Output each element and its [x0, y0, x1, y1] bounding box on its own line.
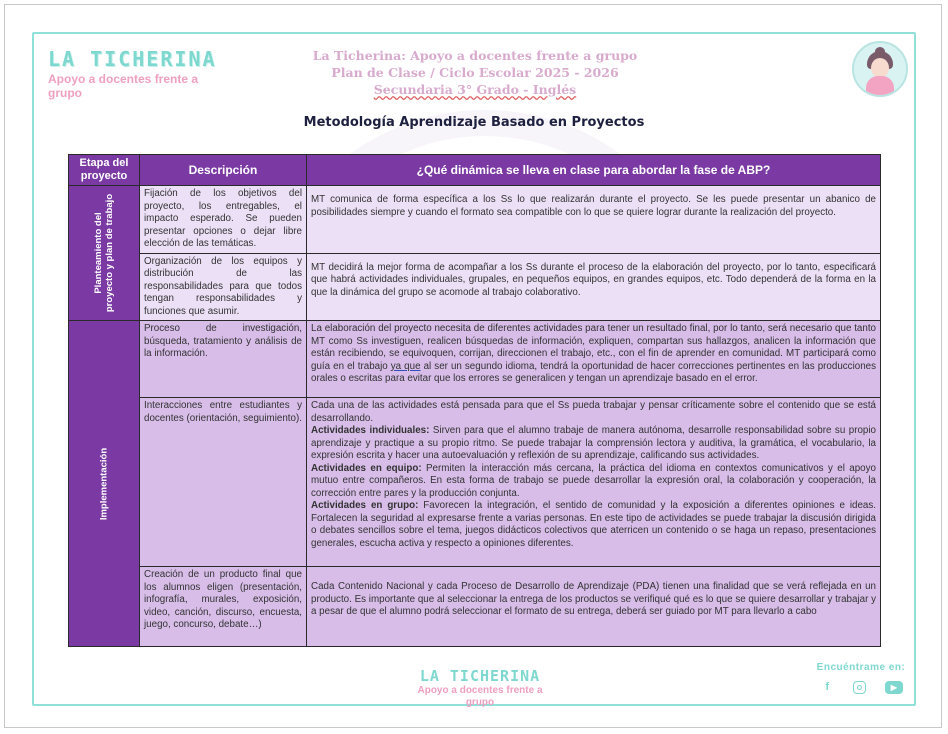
table-row — [69, 398, 881, 567]
description-cell: Organización de los equipos y distribución de las responsabilidades para que todos tengan responsabilidades y funciones que asumir. — [140, 253, 307, 321]
dynamics-cell: MT comunica de forma específica a los Ss lo que realizarán durante el proyecto. Se les puede presentar un abanico de posibilidades siempre y cuando el formato sea compatible con lo que se quiere lograr durante la realización del proyecto. — [307, 186, 881, 254]
dynamics-text: La elaboración del proyecto necesita de diferentes actividades para tener un resultado final, por lo tanto, será necesario que tanto MT como Ss investiguen, realicen búsquedas de información, expliquen, compartan sus hallazgos, analicen la información que están recibiendo, se equivoquen, corrijan, direccionen el trabajo, etc., con el fin de aprender en comunidad. MT participará como guía en el trabajo — [311, 323, 876, 372]
activity-text: Permiten la interacción más cercana, la práctica del idioma en contextos comunicativos y el apoyo mutuo entre compañeros. En esta forma de trabajo se puede desarrollar la expresión oral, la colaboración y cooperación, la corrección entre pares y la producción conjunta. — [311, 462, 876, 499]
activity-label: Actividades individuales: — [311, 425, 430, 436]
stage-label: Implementación — [98, 447, 110, 520]
header-info — [260, 47, 690, 98]
table-header-row — [69, 155, 881, 186]
header-line-2: Plan de Clase / Ciclo Escolar 2025 - 2026 — [331, 65, 619, 80]
header-line-3: Secundaria 3° Grado - Inglés — [373, 82, 577, 97]
activity-label: Actividades en equipo: — [311, 462, 422, 474]
header-line-1: La Ticherina: Apoyo a docentes frente a grupo — [312, 48, 638, 63]
social-links — [810, 662, 912, 695]
brand-logo — [48, 47, 223, 100]
dynamics-underlined: ya que — [390, 360, 421, 372]
document-title: Metodología Aprendizaje Basado en Proyectos — [303, 115, 645, 130]
stage-label: Planteamiento del proyecto y plan de trabajo — [93, 193, 115, 313]
description-cell: Proceso de investigación, búsqueda, tratamiento y análisis de la información. — [140, 321, 307, 398]
header-stage: Etapa del proyecto — [69, 155, 140, 186]
dynamics-text: al ser un segundo idioma, tendrá la oportunidad de hacer correcciones pertinentes en las producciones orales o escritas para evitar que los errores se generalicen y tengan un aprendizaje basado en el error. — [311, 360, 876, 384]
dynamics-cell: MT decidirá la mejor forma de acompañar a los Ss durante el proceso de la elaboración del proyecto, por lo tanto, especificará que habrá actividades individuales, grupales, en pequeños equipos, en grandes equipos, etc. Todo dependerá de la forma en la que la dinámica del grupo se acomode al trabajo colaborativo. — [307, 253, 881, 321]
brand-tagline: Apoyo a docentes frente a grupo — [48, 72, 199, 100]
description-cell: Creación de un producto final que los alumnos eligen (presentación, infografía, murales, exposición, video, canción, discurso, encuesta, juego, concurso, debate…) — [140, 567, 307, 647]
dynamics-cell — [307, 398, 881, 567]
footer-logo — [410, 667, 550, 709]
header-dynamics: ¿Qué dinámica se lleva en clase para abordar la fase de ABP? — [307, 155, 881, 186]
table-row — [69, 186, 881, 254]
activity-individual — [311, 425, 876, 463]
activity-team — [311, 463, 876, 501]
social-label: Encuéntrame en: — [816, 662, 906, 673]
instagram-icon[interactable] — [853, 681, 866, 694]
footer-brand-tagline: Apoyo a docentes frente a grupo — [417, 685, 543, 708]
brand-name: LA TICHERINA — [48, 47, 217, 71]
activity-text: Sirven para que el alumno trabaje de manera autónoma, desarrolle responsabilidad sobre su propio aprendizaje y practique a su propio ritmo. Se puede trabajar la comprensión lectora y auditiva, la gramática, el vocabulario, la expresión escrita y hacer una autoevaluación y reflexión de su aprendizaje, calificando sus actividades. — [311, 425, 876, 461]
youtube-icon[interactable]: ▶ — [885, 681, 903, 694]
dynamics-intro: Cada una de las actividades está pensada para que el Ss pueda trabajar y pensar críticamente sobre el contenido que se está desarrollando. — [311, 400, 876, 424]
footer-brand-name: LA TICHERINA — [419, 667, 541, 685]
methodology-table — [68, 154, 881, 647]
dynamics-cell: Cada Contenido Nacional y cada Proceso de Desarrollo de Aprendizaje (PDA) tienen una finalidad que se verá reflejada en un producto. Es importante que al seleccionar la entrega de los productos se verifiqué qué es lo que se quiere desarrollar y trabajar y a pesar de que el alumno podrá seleccionar el formato de su entrega, deberá ser guiado por MT para llevarlo a cabo — [307, 567, 881, 647]
activity-label: Actividades en grupo: — [311, 500, 419, 511]
stage-cell-implementation — [69, 321, 140, 647]
dynamics-cell — [307, 321, 881, 398]
stage-cell-planning — [69, 186, 140, 321]
header-description: Descripción — [140, 155, 307, 186]
table-row — [69, 253, 881, 321]
description-cell: Fijación de los objetivos del proyecto, los entregables, el impacto esperado. Se pueden presentar opciones o dejar libre elección de las temáticas. — [140, 186, 307, 254]
table-row — [69, 321, 881, 398]
avatar — [852, 41, 908, 97]
activity-text: Favorecen la integración, el sentido de comunidad y la exposición a diferentes opiniones e ideas. Fortalecen la seguridad al expresarse frente a varias personas. En este tipo de actividades se puede trabajar la discusión dirigida o debates sencillos sobre el tema, juegos didácticos colectivos que aterricen un contenido o se haga un repaso, presentaciones generales, escucha activa y respecto a opiniones diferentes. — [311, 500, 876, 549]
activity-group — [311, 500, 876, 550]
description-cell: Interacciones entre estudiantes y docentes (orientación, seguimiento). — [140, 398, 307, 567]
facebook-icon[interactable]: f — [825, 681, 829, 693]
table-row — [69, 567, 881, 647]
